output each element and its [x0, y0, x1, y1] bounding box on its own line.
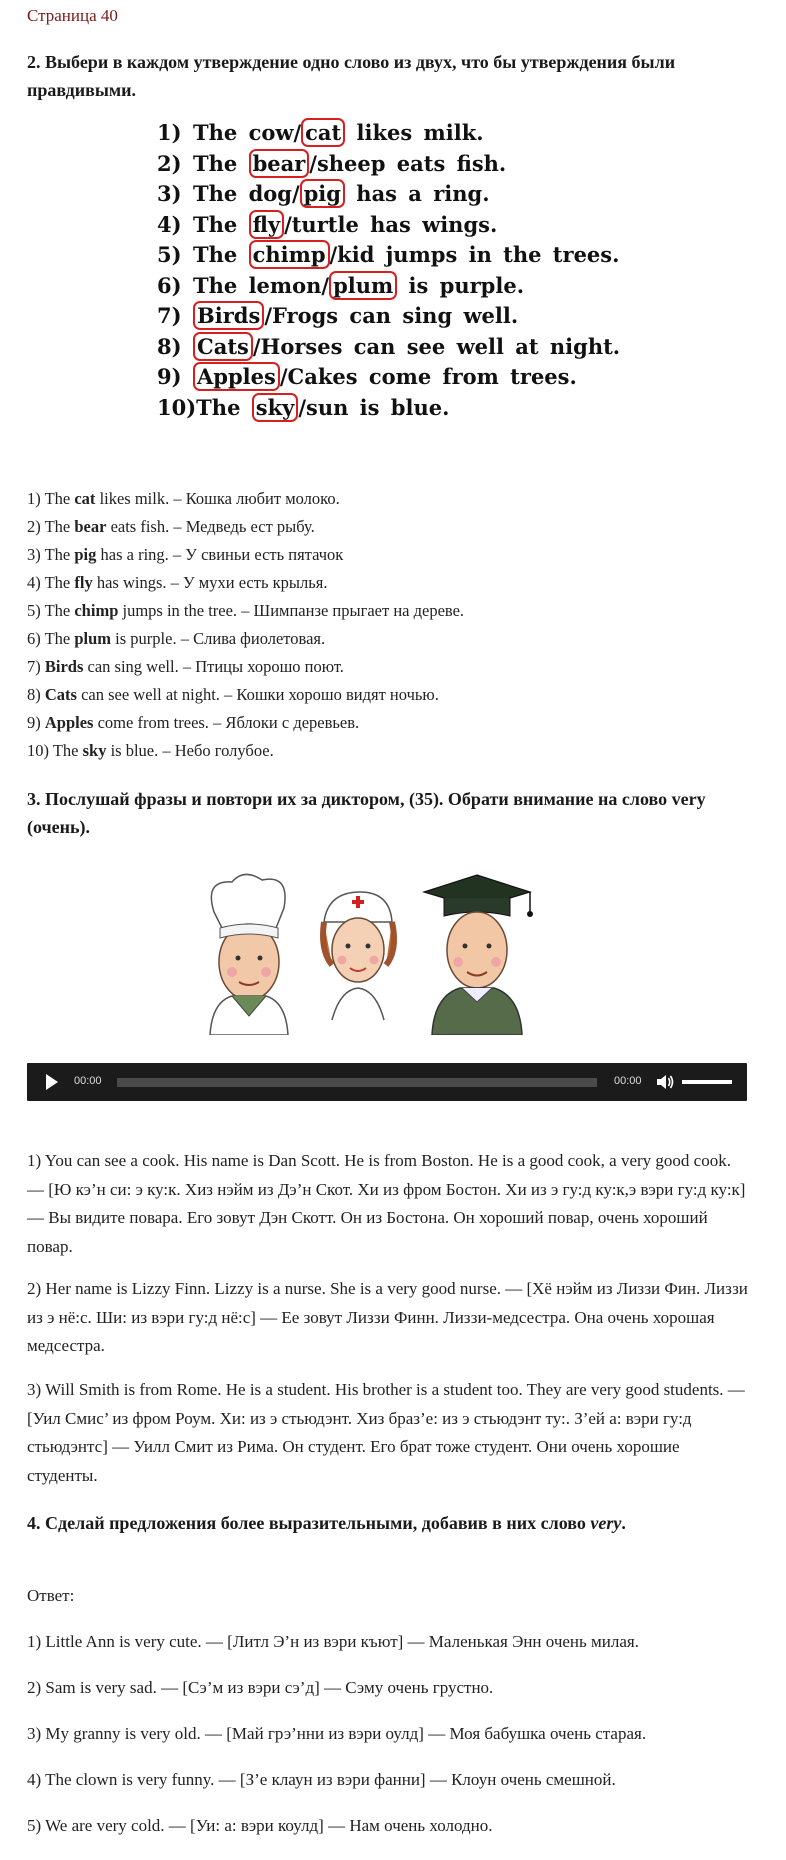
answer-keyword: bear [74, 517, 107, 536]
answer-label: Ответ: [27, 1586, 75, 1605]
worksheet-text: /sheep eats fish. [309, 150, 507, 176]
answer-text: 1) The [27, 489, 75, 508]
task3-paragraph: 3) Will Smith is from Rome. He is a student. His brother is a student too. They are very good students. — [Уил Смис’ из фром Роум. Хи: из э стьюдэнт. Хиз браз’е: из э стьюдэнт ту:. З’ей а: вэри гу:д стьюдэнтс] — Уилл Смит из Рима. Он студент. Его брат тоже студент. Они очень хорошие студенты. [27, 1380, 745, 1485]
answer-keyword: Cats [44, 685, 77, 704]
answer-text: jumps in the tree. – Шимпанзе прыгает на дереве. [118, 601, 465, 620]
worksheet-text: The cow/ [193, 120, 302, 145]
task2-answer [27, 489, 340, 509]
task2-answer [27, 517, 315, 537]
answer-text: 5) The [27, 601, 75, 620]
worksheet-text: The [193, 150, 249, 176]
task3-paragraph: 2) Her name is Lizzy Finn. Lizzy is a nurse. She is a very good nurse. — [Хё нэйм из Лиззи Фин. Лиззи из э нё:с. Ши: из вэри гу:д нё:с] — Ее зовут Лиззи Финн. Лиззи-медсестра. Она очень хорошая медсестра. [27, 1279, 748, 1355]
task4-heading-text: 4. Сделай предложения более выразительными, добавив в них слово [27, 1513, 591, 1533]
task4-answer: 1) Little Ann is very cute. — [Литл Э’н из вэри къют] — Маленькая Энн очень милая. [27, 1632, 639, 1651]
worksheet-text: is purple. [397, 272, 525, 298]
answer-text: 8) [27, 685, 45, 704]
task4-heading-emph: very [590, 1513, 622, 1533]
task2-answer [27, 713, 359, 733]
worksheet-text: /Cakes come from trees. [279, 364, 577, 389]
answer-keyword: Apples [44, 713, 94, 732]
answer-keyword: Birds [44, 657, 84, 676]
worksheet-number: 2) [157, 150, 182, 176]
volume-slider[interactable] [682, 1080, 732, 1084]
worksheet-number: 9) [157, 364, 182, 389]
circled-word: fly [249, 210, 284, 239]
answer-keyword: plum [74, 629, 112, 648]
answer-text: 9) [27, 713, 45, 732]
worksheet-text: The [193, 242, 249, 267]
task4-heading [27, 1509, 752, 1537]
task2-answer [27, 685, 439, 705]
worksheet-text: The dog/ [193, 181, 300, 206]
circled-word: sky [252, 393, 299, 422]
answer-text: 3) The [27, 545, 75, 564]
worksheet-text: The [196, 394, 252, 420]
worksheet-text: likes milk. [345, 120, 484, 145]
worksheet-number: 5) [157, 242, 182, 267]
task4-answer: 5) We are very cold. — [Уи: а: вэри коулд] — Нам очень холодно. [27, 1816, 493, 1835]
answer-keyword: chimp [74, 601, 119, 620]
worksheet-number: 7) [157, 303, 182, 328]
task2-answer [27, 741, 274, 761]
answer-text: can sing well. – Птицы хорошо поют. [83, 657, 344, 676]
nurse-illustration [323, 892, 394, 1020]
worksheet-text: /sun is blue. [298, 394, 450, 420]
worksheet-line [157, 303, 518, 328]
worksheet-number: 3) [157, 181, 182, 206]
worksheet-text: The lemon/ [193, 272, 330, 298]
worksheet-number: 10) [157, 394, 197, 420]
answer-keyword: cat [74, 489, 96, 508]
progress-track[interactable] [117, 1078, 597, 1087]
circled-word: Cats [193, 332, 253, 361]
circled-word: cat [301, 118, 345, 147]
worksheet-line [157, 181, 490, 206]
task2-answer [27, 545, 343, 565]
worksheet-number: 6) [157, 272, 182, 298]
worksheet-text: has a ring. [344, 181, 490, 206]
worksheet-line [157, 151, 506, 176]
illustration [192, 870, 622, 1035]
task4-heading-end: . [621, 1513, 626, 1533]
answer-text: is blue. – Небо голубое. [106, 741, 274, 760]
answer-text: 6) The [27, 629, 75, 648]
worksheet-text: /kid jumps in the trees. [329, 242, 620, 267]
worksheet-number: 4) [157, 211, 182, 237]
answer-text: come from trees. – Яблоки с деревьев. [93, 713, 360, 732]
worksheet-line [157, 334, 620, 359]
answer-text: is purple. – Слива фиолетовая. [111, 629, 326, 648]
graduate-illustration [424, 875, 533, 1035]
answer-text: 4) The [27, 573, 75, 592]
task2-answer [27, 573, 327, 593]
answer-text: has a ring. – У свиньи есть пятачок [96, 545, 344, 564]
task2-heading: 2. Выбери в каждом утверждение одно слово из двух, что бы утверждения были правдивыми. [27, 52, 676, 100]
worksheet-line [157, 242, 619, 267]
worksheet-text: /Horses can see well at night. [252, 333, 621, 359]
answer-keyword: fly [74, 573, 93, 592]
task2-answer [27, 629, 325, 649]
answer-text: 2) The [27, 517, 75, 536]
circled-word: Birds [193, 301, 264, 330]
worksheet-number: 1) [157, 120, 182, 145]
answer-text: eats fish. – Медведь ест рыбу. [106, 517, 315, 536]
circled-word: chimp [249, 240, 330, 269]
task4-answer: 4) The clown is very funny. — [З’е клаун из вэри фанни] — Клоун очень смешной. [27, 1770, 616, 1789]
circled-word: plum [329, 271, 397, 300]
circled-word: Apples [193, 362, 280, 391]
answer-text: has wings. – У мухи есть крылья. [92, 573, 328, 592]
worksheet-line [157, 395, 449, 420]
volume-icon[interactable] [655, 1073, 675, 1091]
task3-paragraph: 1) You can see a cook. His name is Dan Scott. He is from Boston. He is a good cook, a very good cook. — [Ю кэ’н си: э ку:к. Хиз нэйм из Дэ’н Скот. Хи из фром Бостон. Хи из э гу:д ку:к,э вэри гу:д ку:к] — Вы видите повара. Его зовут Дэн Скотт. Он из Бостона. Он хороший повар, очень хороший повар. [27, 1151, 746, 1256]
page-title: Страница 40 [27, 6, 118, 25]
task4-answer: 3) My granny is very old. — [Май грэ’нни из вэри оулд] — Моя бабушка очень старая. [27, 1724, 647, 1743]
worksheet-text: /turtle has wings. [284, 211, 498, 237]
circled-word: bear [249, 149, 310, 178]
task2-answer [27, 601, 464, 621]
answer-text: 7) [27, 657, 45, 676]
worksheet-line [157, 212, 497, 237]
worksheet-number: 8) [157, 333, 182, 359]
chef-illustration [210, 874, 288, 1035]
duration: 00:00 [614, 1075, 642, 1087]
task4-answer: 2) Sam is very sad. — [Сэ’м из вэри сэ’д] — Сэму очень грустно. [27, 1678, 494, 1697]
task3-heading: 3. Послушай фразы и повтори их за диктором, (35). Обрати внимание на слово very (очень). [27, 789, 706, 837]
worksheet-line [157, 273, 524, 298]
audio-player [27, 1063, 747, 1101]
worksheet-line [157, 120, 484, 145]
answer-text: can see well at night. – Кошки хорошо видят ночью. [76, 685, 439, 704]
answer-text: 10) The [27, 741, 83, 760]
task2-answer [27, 657, 344, 677]
worksheet-text: /Frogs can sing well. [264, 303, 519, 328]
circled-word: pig [300, 179, 345, 208]
answer-keyword: pig [74, 545, 97, 564]
worksheet-line [157, 364, 577, 389]
play-icon[interactable] [46, 1074, 58, 1090]
worksheet-text: The [193, 211, 249, 237]
current-time: 00:00 [74, 1075, 102, 1087]
answer-text: likes milk. – Кошка любит молоко. [95, 489, 340, 508]
answer-keyword: sky [82, 741, 107, 760]
